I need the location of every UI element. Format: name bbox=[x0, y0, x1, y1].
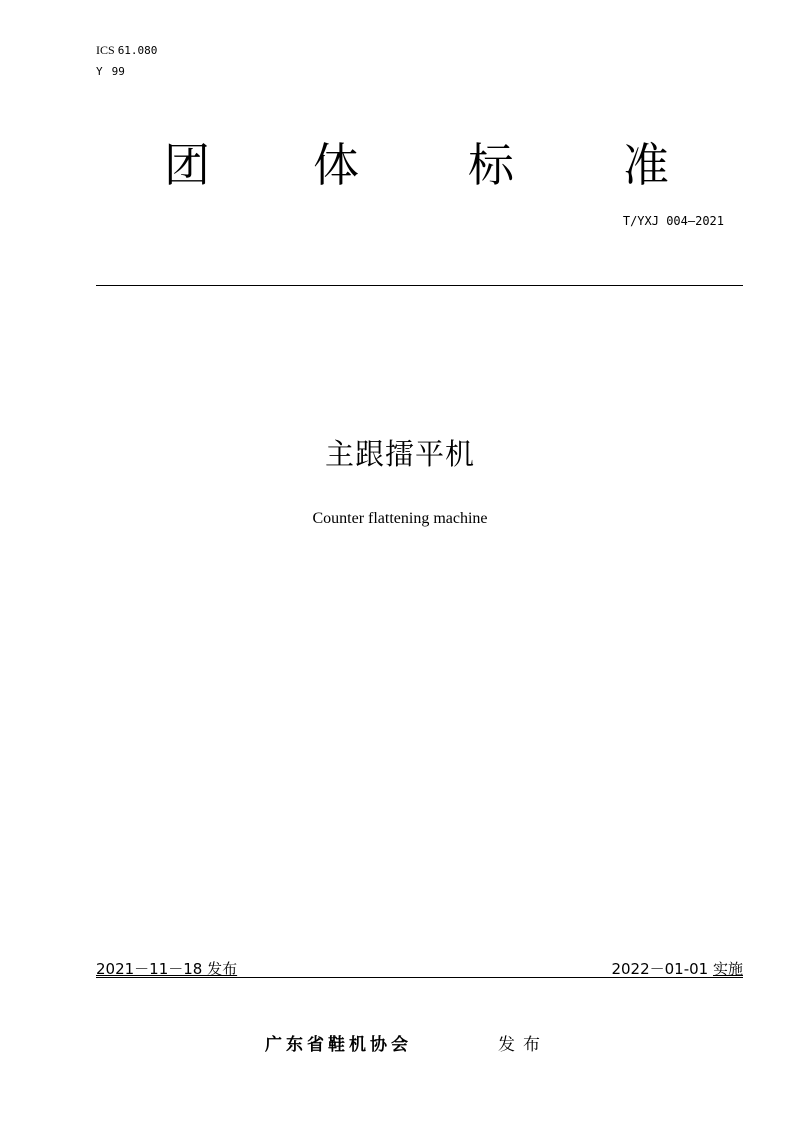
classification-block bbox=[96, 40, 157, 82]
effective-date bbox=[611, 958, 743, 979]
release-date-text: 2021－11－18 发布 bbox=[96, 960, 238, 978]
document-title-cn: 主跟擂平机 bbox=[324, 437, 475, 471]
effective-date-text: 2022－01-01 bbox=[611, 960, 709, 978]
ics-code: 61.080 bbox=[117, 44, 158, 57]
ccs-line bbox=[96, 61, 157, 82]
standard-type-title bbox=[0, 135, 800, 195]
title-char-1: 团 bbox=[164, 138, 210, 192]
ics-line bbox=[96, 40, 157, 61]
standard-number: T/YXJ 004—2021 bbox=[622, 214, 724, 228]
publish-label: 发布 bbox=[498, 1035, 548, 1055]
release-date bbox=[96, 958, 237, 979]
ccs-label: Y bbox=[96, 65, 103, 78]
effective-label: 实施 bbox=[712, 960, 743, 978]
title-char-3: 标 bbox=[468, 138, 514, 192]
document-title-en: Counter flattening machine bbox=[312, 510, 488, 527]
ics-label: ICS bbox=[96, 43, 115, 57]
title-char-4: 准 bbox=[623, 138, 669, 192]
footer-divider bbox=[96, 977, 743, 978]
publisher-name: 广东省鞋机协会 bbox=[265, 1035, 412, 1055]
title-char-2: 体 bbox=[313, 138, 359, 192]
header-divider bbox=[96, 285, 743, 286]
ccs-code: 99 bbox=[111, 65, 125, 78]
